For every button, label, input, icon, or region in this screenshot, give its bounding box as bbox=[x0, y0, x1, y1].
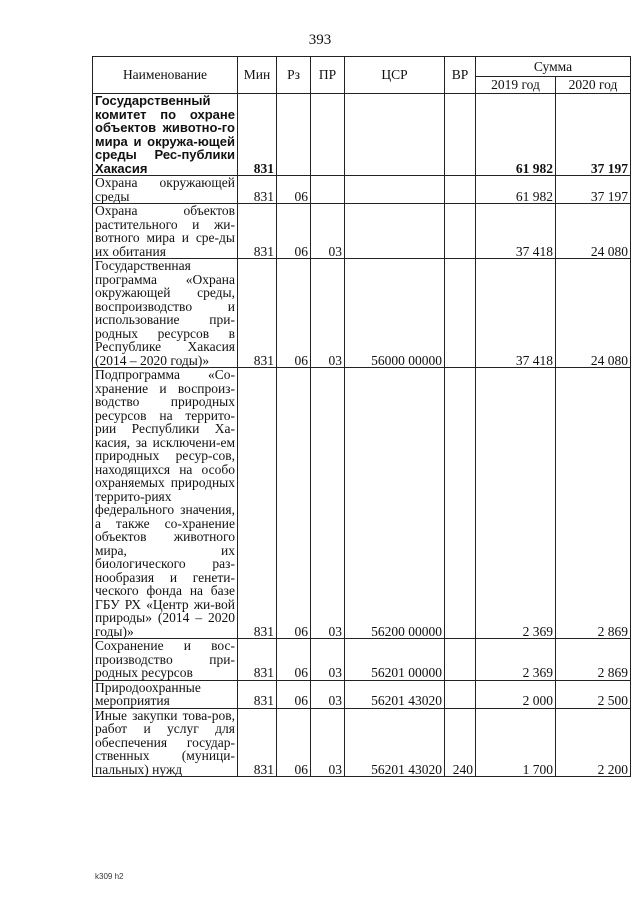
footer-code: k309 h2 bbox=[95, 872, 124, 881]
row-sum-2019: 2 369 bbox=[476, 639, 556, 681]
row-sum-2020: 37 197 bbox=[556, 94, 631, 176]
row-pr: 03 bbox=[311, 680, 345, 708]
table-row bbox=[93, 639, 631, 681]
row-sum-2019: 61 982 bbox=[476, 176, 556, 204]
row-name: Сохранение и вос-производство при-родных ресурсов bbox=[93, 639, 238, 681]
row-sum-2020: 2 200 bbox=[556, 708, 631, 777]
row-sum-2020: 2 869 bbox=[556, 368, 631, 639]
row-rz: 06 bbox=[277, 368, 311, 639]
row-sum-2019: 1 700 bbox=[476, 708, 556, 777]
table-row bbox=[93, 94, 631, 176]
row-sum-2020: 24 080 bbox=[556, 204, 631, 259]
row-csr: 56201 00000 bbox=[345, 639, 445, 681]
row-min: 831 bbox=[238, 708, 277, 777]
row-sum-2019: 37 418 bbox=[476, 204, 556, 259]
row-pr: 03 bbox=[311, 639, 345, 681]
row-vr bbox=[445, 204, 476, 259]
table-row bbox=[93, 680, 631, 708]
row-vr bbox=[445, 639, 476, 681]
row-csr: 56200 00000 bbox=[345, 368, 445, 639]
header-name: Наименование bbox=[93, 57, 238, 94]
header-year-2019: 2019 год bbox=[476, 77, 556, 94]
row-rz: 06 bbox=[277, 259, 311, 368]
row-vr bbox=[445, 680, 476, 708]
row-rz: 06 bbox=[277, 639, 311, 681]
row-sum-2019: 2 369 bbox=[476, 368, 556, 639]
row-min: 831 bbox=[238, 680, 277, 708]
row-min: 831 bbox=[238, 639, 277, 681]
row-vr bbox=[445, 368, 476, 639]
table-row bbox=[93, 176, 631, 204]
budget-table bbox=[92, 56, 631, 777]
row-csr: 56000 00000 bbox=[345, 259, 445, 368]
row-vr bbox=[445, 176, 476, 204]
table-row bbox=[93, 204, 631, 259]
row-rz: 06 bbox=[277, 708, 311, 777]
row-name: Охрана объектов растительного и жи-вотного мира и сре-ды их обитания bbox=[93, 204, 238, 259]
header-csr: ЦСР bbox=[345, 57, 445, 94]
row-vr: 240 bbox=[445, 708, 476, 777]
row-name: Охрана окружающей среды bbox=[93, 176, 238, 204]
page-number: 393 bbox=[308, 32, 332, 48]
row-sum-2020: 24 080 bbox=[556, 259, 631, 368]
row-vr bbox=[445, 259, 476, 368]
table-row bbox=[93, 259, 631, 368]
row-pr: 03 bbox=[311, 204, 345, 259]
row-csr bbox=[345, 176, 445, 204]
row-pr: 03 bbox=[311, 708, 345, 777]
row-min: 831 bbox=[238, 204, 277, 259]
row-name: Государственный комитет по охране объектов животно-го мира и окружа-ющей среды Рес-публики Хакасия bbox=[93, 94, 238, 176]
row-min: 831 bbox=[238, 259, 277, 368]
row-pr bbox=[311, 176, 345, 204]
row-name: Государственная программа «Охрана окружающей среды, воспроизводство и использование при-родных ресурсов в Республике Хакасия (2014 – 2020 годы)» bbox=[93, 259, 238, 368]
row-sum-2020: 2 869 bbox=[556, 639, 631, 681]
row-sum-2020: 37 197 bbox=[556, 176, 631, 204]
row-pr: 03 bbox=[311, 368, 345, 639]
row-rz bbox=[277, 94, 311, 176]
row-sum-2019: 2 000 bbox=[476, 680, 556, 708]
row-name: Подпрограмма «Со-хранение и воспроиз-водство природных ресурсов на террито-рии Республики Ха-касия, за исключени-ем природных ресур-сов, находящихся на особо охраняемых природных террито-риях федерального значения, а также со-хранение объектов животного мира, их биологического раз-нообразия и генети-ческого фонда на базе ГБУ РХ «Центр жи-вой природы» (2014 – 2020 годы)» bbox=[93, 368, 238, 639]
row-name: Природоохранные мероприятия bbox=[93, 680, 238, 708]
row-rz: 06 bbox=[277, 176, 311, 204]
row-rz: 06 bbox=[277, 204, 311, 259]
header-rz: Рз bbox=[277, 57, 311, 94]
row-sum-2019: 61 982 bbox=[476, 94, 556, 176]
row-csr bbox=[345, 204, 445, 259]
row-csr bbox=[345, 94, 445, 176]
table-row bbox=[93, 368, 631, 639]
row-vr bbox=[445, 94, 476, 176]
header-year-2020: 2020 год bbox=[556, 77, 631, 94]
row-min: 831 bbox=[238, 176, 277, 204]
row-pr bbox=[311, 94, 345, 176]
row-pr: 03 bbox=[311, 259, 345, 368]
row-sum-2020: 2 500 bbox=[556, 680, 631, 708]
header-pr: ПР bbox=[311, 57, 345, 94]
header-sum: Сумма bbox=[476, 57, 631, 77]
row-name: Иные закупки това-ров, работ и услуг для обеспечения государ-ственных (муници-пальных) нужд bbox=[93, 708, 238, 777]
row-csr: 56201 43020 bbox=[345, 680, 445, 708]
row-sum-2019: 37 418 bbox=[476, 259, 556, 368]
row-min: 831 bbox=[238, 368, 277, 639]
row-csr: 56201 43020 bbox=[345, 708, 445, 777]
header-vr: ВР bbox=[445, 57, 476, 94]
header-min: Мин bbox=[238, 57, 277, 94]
row-min: 831 bbox=[238, 94, 277, 176]
table-row bbox=[93, 708, 631, 777]
row-rz: 06 bbox=[277, 680, 311, 708]
